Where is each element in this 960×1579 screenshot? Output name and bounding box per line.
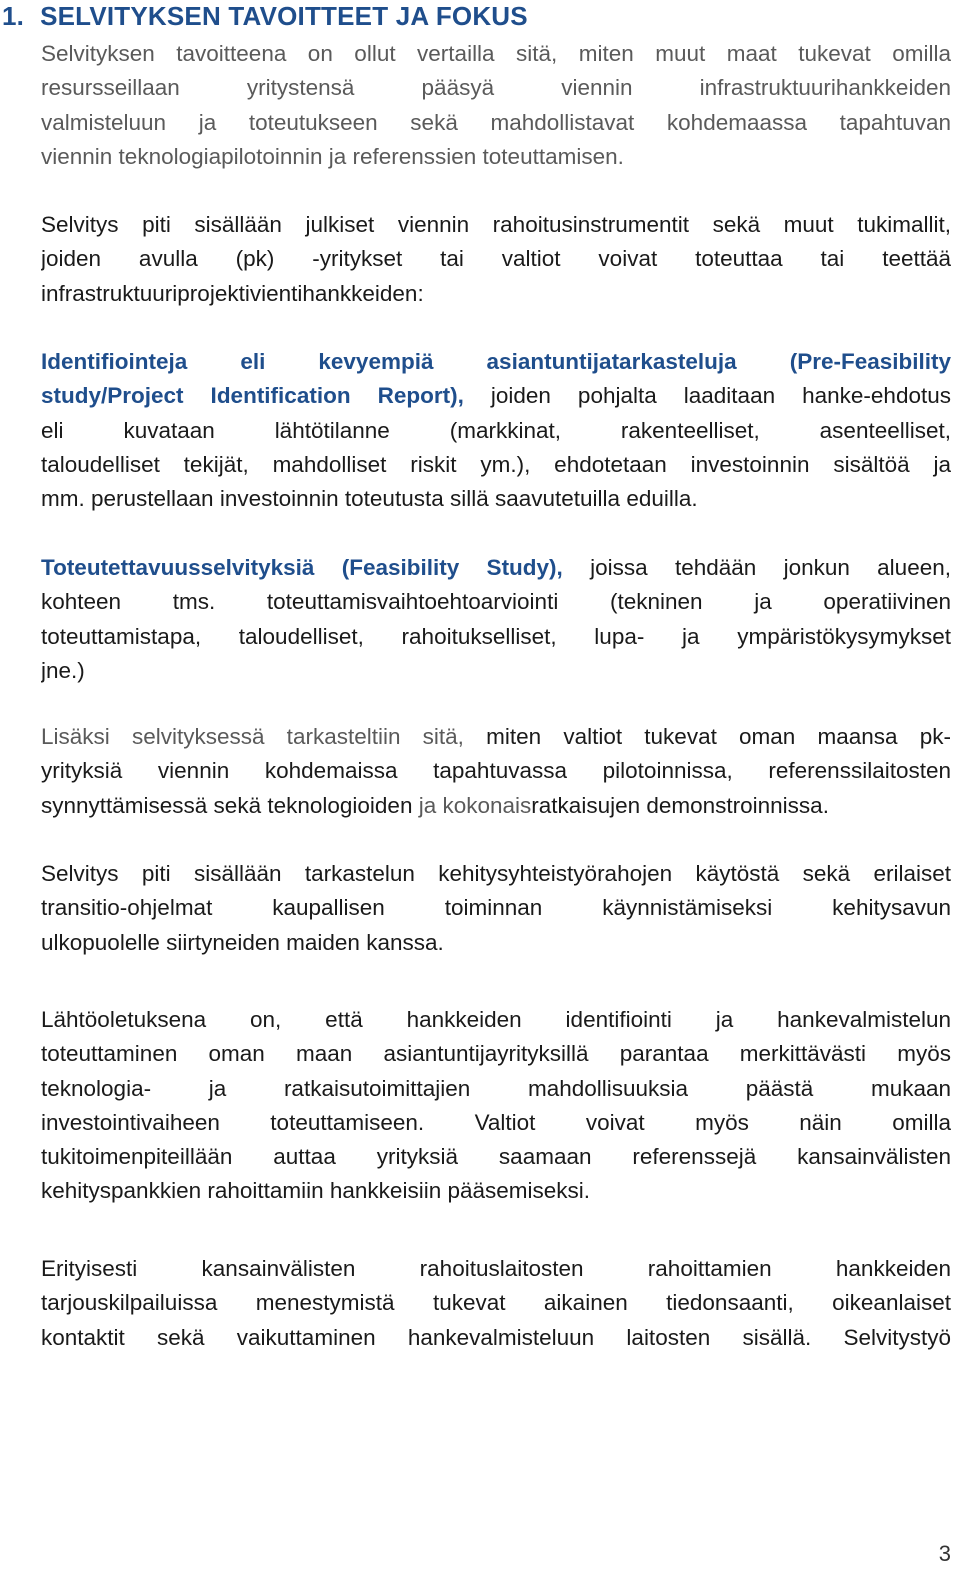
scope-line-2: joiden avulla (pk) -yritykset tai valtiot voivat toteuttaa tai teettää (41, 246, 951, 272)
pilot-line-1 (41, 720, 951, 754)
identification-line-4: taloudelliset tekijät, mahdolliset riskit ym.), ehdotetaan investoinnin sisältöä ja (41, 451, 951, 477)
pilot-line-3-gray: ja kokonais (418, 792, 532, 818)
feasibility-line-3: toteuttamistapa, taloudelliset, rahoitukselliset, lupa- ja ympäristökysymykset (41, 623, 951, 649)
pilot-line-1-gray: Lisäksi selvityksessä tarkasteltiin sitä, (41, 724, 464, 749)
assumption-line-5: tukitoimenpiteillään auttaa yrityksiä saamaan referenssejä kansainvälisten (41, 1144, 951, 1170)
scope-line-1: Selvitys piti sisällään julkiset viennin rahoitusinstrumentit sekä muut tukimallit, (41, 212, 951, 237)
pilot-paragraph (41, 720, 951, 823)
transition-line-1: Selvitys piti sisällään tarkastelun kehitysyhteistyörahojen käytöstä sekä erilaiset (41, 861, 951, 886)
assumption-paragraph (41, 1003, 951, 1209)
transition-line-2: transitio-ohjelmat kaupallisen toiminnan käynnistämiseksi kehitysavun (41, 895, 951, 921)
intro-line-1: Selvityksen tavoitteena on ollut vertailla sitä, miten muut maat tukevat omilla (41, 41, 951, 66)
section-heading (2, 1, 528, 32)
assumption-line-2: toteuttaminen oman maan asiantuntijayrityksillä parantaa merkittävästi myös (41, 1041, 951, 1067)
identification-paragraph (41, 345, 951, 516)
intro-line-4: viennin teknologiapilotoinnin ja referenssien toteuttamisen. (41, 143, 624, 169)
pilot-line-3-a: synnyttämisessä sekä teknologioiden (41, 792, 419, 818)
tender-paragraph (41, 1252, 951, 1355)
scope-paragraph (41, 208, 951, 311)
feasibility-line-4: jne.) (41, 657, 85, 683)
section-number: 1. (2, 1, 25, 31)
pilot-line-2: yrityksiä viennin kohdemaissa tapahtuvassa pilotoinnissa, referenssilaitosten (41, 758, 951, 784)
feasibility-paragraph (41, 551, 951, 688)
identification-line-5: mm. perustellaan investoinnin toteutusta sillä saavutetuilla eduilla. (41, 486, 698, 512)
page-number: 3 (938, 1541, 951, 1566)
pilot-line-3 (41, 789, 951, 823)
identification-line-1: Identifiointeja eli kevyempiä asiantuntijatarkasteluja (Pre-Feasibility (41, 349, 951, 374)
identification-line-2 (41, 379, 951, 413)
tender-line-2: tarjouskilpailuissa menestymistä tukevat aikainen tiedonsaanti, oikeanlaiset (41, 1290, 951, 1316)
transition-paragraph (41, 857, 951, 960)
feasibility-line-2: kohteen tms. toteuttamisvaihtoehtoarviointi (tekninen ja operatiivinen (41, 589, 951, 615)
pilot-line-3-b: ratkaisujen demonstroinnissa. (531, 792, 829, 818)
feasibility-line-1 (41, 551, 951, 585)
intro-paragraph (41, 37, 951, 174)
pilot-line-1-text: miten valtiot tukevat oman maansa pk- (463, 724, 951, 749)
assumption-line-3: teknologia- ja ratkaisutoimittajien mahdollisuuksia päästä mukaan (41, 1075, 951, 1101)
scope-line-3: infrastruktuuriprojektivientihankkeiden: (41, 280, 424, 306)
feasibility-term: Toteutettavuusselvityksiä (Feasibility Study), (41, 555, 563, 580)
identification-term: study/Project Identification Report), (41, 383, 464, 409)
identification-line-3: eli kuvataan lähtötilanne (markkinat, rakenteelliset, asenteelliset, (41, 417, 951, 443)
section-title: SELVITYKSEN TAVOITTEET JA FOKUS (40, 1, 528, 31)
identification-line-2-text: joiden pohjalta laaditaan hanke-ehdotus (463, 383, 951, 409)
feasibility-line-1-text: joissa tehdään jonkun alueen, (562, 555, 951, 580)
assumption-line-1: Lähtöoletuksena on, että hankkeiden identifiointi ja hankevalmistelun (41, 1007, 951, 1032)
tender-line-3: kontaktit sekä vaikuttaminen hankevalmisteluun laitosten sisällä. Selvitystyö (41, 1324, 951, 1350)
assumption-line-4: investointivaiheen toteuttamiseen. Valtiot voivat myös näin omilla (41, 1109, 951, 1135)
transition-line-3: ulkopuolelle siirtyneiden maiden kanssa. (41, 929, 444, 955)
assumption-line-6: kehityspankkien rahoittamiin hankkeisiin pääsemiseksi. (41, 1178, 591, 1204)
tender-line-1: Erityisesti kansainvälisten rahoituslaitosten rahoittamien hankkeiden (41, 1256, 951, 1281)
intro-line-2: resursseillaan yritystensä pääsyä viennin infrastruktuurihankkeiden (41, 75, 951, 101)
intro-line-3: valmisteluun ja toteutukseen sekä mahdollistavat kohdemaassa tapahtuvan (41, 109, 951, 135)
